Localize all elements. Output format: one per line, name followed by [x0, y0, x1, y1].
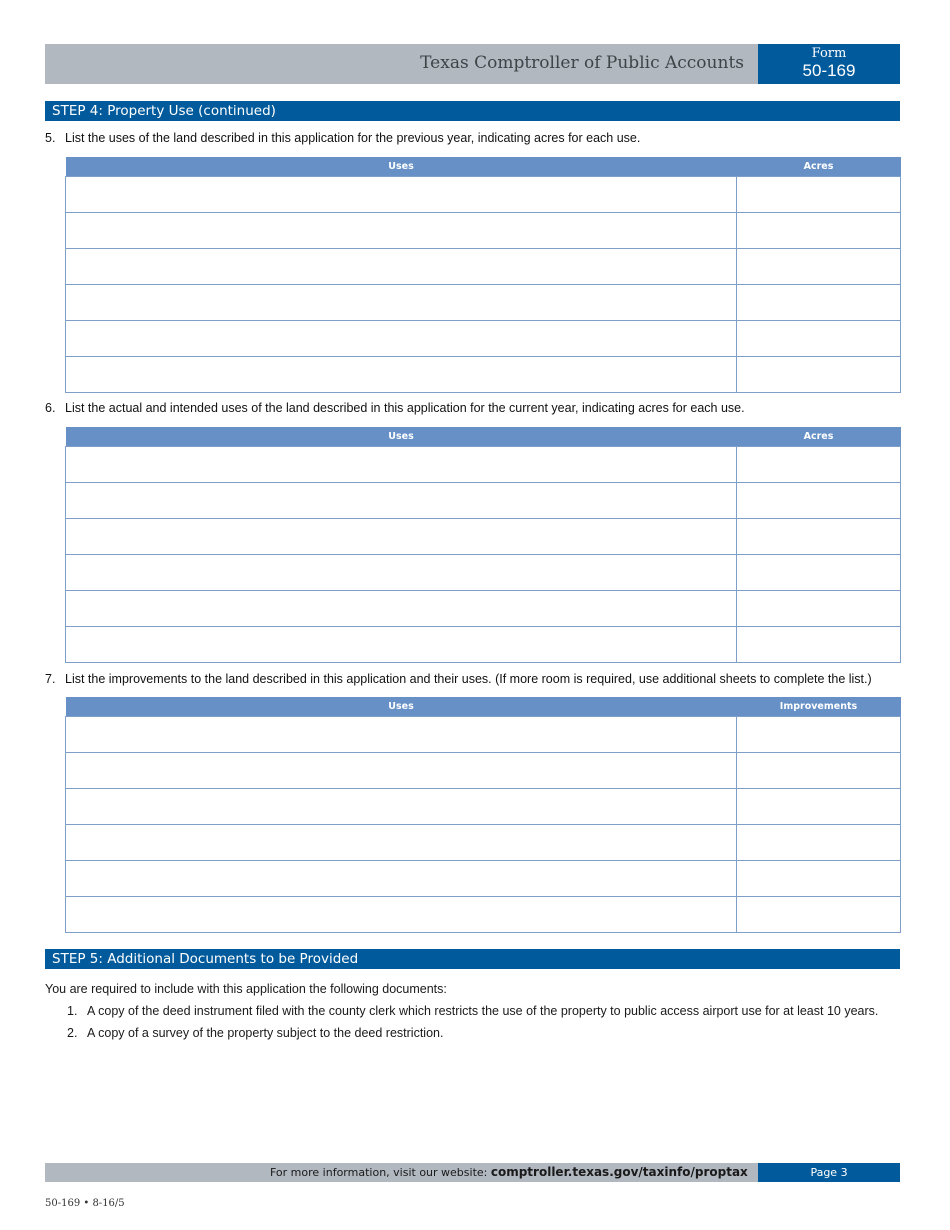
uses-cell[interactable]: [66, 896, 737, 932]
table-row: [66, 554, 901, 590]
form-code: 50-169 • 8-16/5: [45, 1198, 125, 1209]
form-number: 50-169: [802, 61, 856, 80]
uses-cell[interactable]: [66, 482, 737, 518]
header-bar: [45, 44, 758, 84]
question-text: List the improvements to the land described in this application and their uses. (If more room is required, use additional sheets to complete the list.): [65, 672, 872, 686]
acres-cell[interactable]: [737, 212, 901, 248]
table-row: [66, 518, 901, 554]
column-header-uses: Uses: [66, 157, 737, 176]
acres-cell[interactable]: [737, 518, 901, 554]
item-number: 2.: [67, 1026, 78, 1040]
table-row: [66, 716, 901, 752]
acres-cell[interactable]: [737, 626, 901, 662]
footer-info: [270, 1163, 748, 1182]
acres-cell[interactable]: [737, 482, 901, 518]
question-text: List the uses of the land described in this application for the previous year, indicating acres for each use.: [65, 131, 641, 145]
column-header-uses: Uses: [66, 697, 737, 716]
uses-cell[interactable]: [66, 356, 737, 392]
acres-cell[interactable]: [737, 446, 901, 482]
footer-info-text: For more information, visit our website:: [270, 1166, 491, 1179]
improvements-cell[interactable]: [737, 716, 901, 752]
uses-table-current-year: [65, 427, 901, 663]
acres-cell[interactable]: [737, 356, 901, 392]
question-number: 5.: [45, 131, 56, 145]
column-header-acres: Acres: [737, 427, 901, 446]
table-row: [66, 752, 901, 788]
uses-cell[interactable]: [66, 626, 737, 662]
uses-cell[interactable]: [66, 788, 737, 824]
acres-cell[interactable]: [737, 320, 901, 356]
table-row: [66, 446, 901, 482]
acres-cell[interactable]: [737, 176, 901, 212]
table-row: [66, 212, 901, 248]
uses-cell[interactable]: [66, 554, 737, 590]
form-label: Form: [811, 46, 847, 61]
item-text: A copy of a survey of the property subject to the deed restriction.: [87, 1026, 444, 1040]
step4-heading: STEP 4: Property Use (continued): [45, 101, 900, 121]
question-6: [45, 401, 745, 415]
question-number: 6.: [45, 401, 56, 415]
acres-cell[interactable]: [737, 248, 901, 284]
uses-cell[interactable]: [66, 176, 737, 212]
uses-cell[interactable]: [66, 212, 737, 248]
step5-intro: You are required to include with this application the following documents:: [45, 982, 447, 996]
acres-cell[interactable]: [737, 284, 901, 320]
table-row: [66, 176, 901, 212]
question-5: [45, 131, 640, 145]
table-row: [66, 860, 901, 896]
acres-cell[interactable]: [737, 590, 901, 626]
item-number: 1.: [67, 1004, 78, 1018]
question-text: List the actual and intended uses of the land described in this application for the current year, indicating acres for each use.: [65, 401, 745, 415]
table-row: [66, 356, 901, 392]
column-header-acres: Acres: [737, 157, 901, 176]
table-row: [66, 284, 901, 320]
website-link[interactable]: comptroller.texas.gov/taxinfo/proptax: [490, 1165, 748, 1179]
table-row: [66, 482, 901, 518]
item-text: A copy of the deed instrument filed with the county clerk which restricts the use of the property to public access airport use for at least 10 years.: [87, 1004, 879, 1018]
uses-cell[interactable]: [66, 446, 737, 482]
uses-cell[interactable]: [66, 284, 737, 320]
uses-cell[interactable]: [66, 518, 737, 554]
uses-cell[interactable]: [66, 824, 737, 860]
uses-cell[interactable]: [66, 752, 737, 788]
improvements-cell[interactable]: [737, 752, 901, 788]
uses-cell[interactable]: [66, 248, 737, 284]
table-row: [66, 626, 901, 662]
table-row: [66, 248, 901, 284]
table-row: [66, 320, 901, 356]
uses-cell[interactable]: [66, 716, 737, 752]
table-row: [66, 590, 901, 626]
question-7: [45, 672, 872, 686]
improvements-cell[interactable]: [737, 896, 901, 932]
table-row: [66, 824, 901, 860]
table-row: [66, 788, 901, 824]
improvements-cell[interactable]: [737, 860, 901, 896]
column-header-uses: Uses: [66, 427, 737, 446]
list-item: [67, 1026, 443, 1040]
form-id-box: [758, 44, 900, 84]
step5-heading: STEP 5: Additional Documents to be Provided: [45, 949, 900, 969]
agency-title: Texas Comptroller of Public Accounts: [420, 53, 744, 73]
footer-bar: [45, 1163, 758, 1182]
uses-cell[interactable]: [66, 320, 737, 356]
list-item: [67, 1004, 878, 1018]
uses-table-previous-year: [65, 157, 901, 393]
improvements-cell[interactable]: [737, 824, 901, 860]
uses-cell[interactable]: [66, 860, 737, 896]
question-number: 7.: [45, 672, 56, 686]
uses-cell[interactable]: [66, 590, 737, 626]
improvements-cell[interactable]: [737, 788, 901, 824]
improvements-table: [65, 697, 901, 933]
table-row: [66, 896, 901, 932]
column-header-improvements: Improvements: [737, 697, 901, 716]
page-number: Page 3: [758, 1163, 900, 1182]
acres-cell[interactable]: [737, 554, 901, 590]
